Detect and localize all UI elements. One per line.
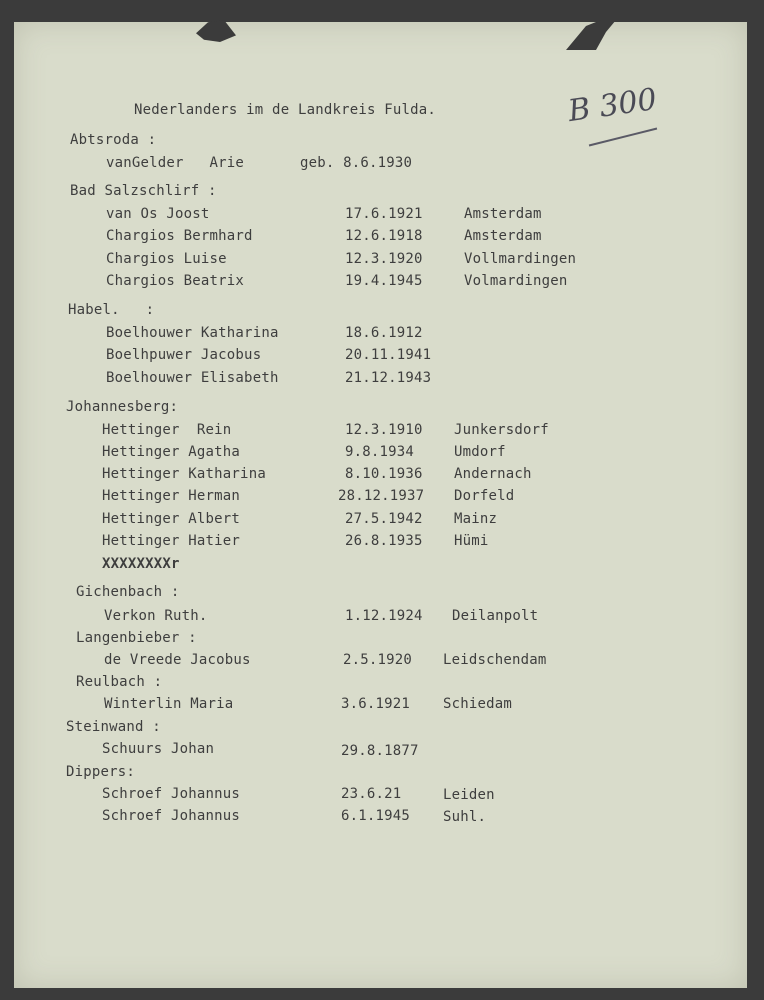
tear-mark-left (196, 20, 236, 42)
place-heading: Bad Salzschlirf : (70, 183, 217, 199)
birth-date: 8.10.1936 (345, 466, 423, 482)
place-heading: Johannesberg: (66, 399, 179, 415)
person-name: de Vreede Jacobus (104, 652, 251, 668)
tear-mark-right (566, 20, 616, 50)
birth-date: 23.6.21 (341, 786, 402, 802)
person-name: Boelhouwer Elisabeth (106, 370, 279, 386)
birth-place: Suhl. (443, 809, 487, 825)
person-name: Schroef Johannus (102, 808, 241, 824)
birth-place: Amsterdam (464, 228, 542, 244)
birth-date: 12.6.1918 (345, 228, 423, 244)
person-name: Chargios Luise (106, 251, 227, 267)
birth-place: Dorfeld (454, 488, 515, 504)
person-name: Schroef Johannus (102, 786, 241, 802)
birth-place: Junkersdorf (454, 422, 549, 438)
birth-date: 12.3.1910 (345, 422, 423, 438)
person-name: Hettinger Albert (102, 511, 241, 527)
birth-date: 12.3.1920 (345, 251, 423, 267)
birth-place: Volmardingen (464, 273, 568, 289)
struck-out-entry: XXXXXXXXr (102, 556, 180, 572)
birth-date: 28.12.1937 (338, 488, 425, 504)
person-name: Chargios Bermhard (106, 228, 253, 244)
birth-place: Amsterdam (464, 206, 542, 222)
birth-date: 19.4.1945 (345, 273, 423, 289)
place-heading: Steinwand : (66, 719, 161, 735)
birth-place: Leidschendam (443, 652, 547, 668)
person-name: Boelhpuwer Jacobus (106, 347, 262, 363)
archive-annotation: B 300 (565, 81, 659, 130)
birth-date: 6.1.1945 (341, 808, 411, 824)
birth-date: 3.6.1921 (341, 696, 411, 712)
person-name: Verkon Ruth. (104, 608, 208, 624)
birth-place: Deilanpolt (452, 608, 539, 624)
place-heading: Abtsroda : (70, 132, 157, 148)
birth-place: Mainz (454, 511, 498, 527)
birth-date: 17.6.1921 (345, 206, 423, 222)
person-name: Schuurs Johan (102, 741, 215, 757)
birth-date: 18.6.1912 (345, 325, 423, 341)
person-name: Hettinger Katharina (102, 466, 266, 482)
birth-place: Hümi (454, 533, 489, 549)
birth-date: 2.5.1920 (343, 652, 413, 668)
birth-place: Schiedam (443, 696, 513, 712)
birth-date: 20.11.1941 (345, 347, 432, 363)
birth-date: geb. 8.6.1930 (300, 155, 413, 171)
birth-date: 21.12.1943 (345, 370, 432, 386)
person-name: Hettinger Hatier (102, 533, 241, 549)
page-title: Nederlanders im de Landkreis Fulda. (134, 102, 437, 118)
birth-date: 1.12.1924 (345, 608, 423, 624)
place-heading: Gichenbach : (76, 584, 180, 600)
person-name: vanGelder Arie (106, 155, 245, 171)
person-name: Chargios Beatrix (106, 273, 245, 289)
person-name: van Os Joost (106, 206, 210, 222)
birth-place: Leiden (443, 787, 495, 803)
birth-place: Andernach (454, 466, 532, 482)
person-name: Hettinger Herman (102, 488, 241, 504)
place-heading: Dippers: (66, 764, 136, 780)
place-heading: Habel. : (68, 302, 155, 318)
person-name: Winterlin Maria (104, 696, 234, 712)
place-heading: Reulbach : (76, 674, 163, 690)
birth-date: 27.5.1942 (345, 511, 423, 527)
person-name: Boelhouwer Katharina (106, 325, 279, 341)
birth-date: 9.8.1934 (345, 444, 415, 460)
birth-date: 29.8.1877 (341, 743, 419, 759)
birth-place: Vollmardingen (464, 251, 577, 267)
person-name: Hettinger Rein (102, 422, 232, 438)
person-name: Hettinger Agatha (102, 444, 241, 460)
place-heading: Langenbieber : (76, 630, 197, 646)
birth-date: 26.8.1935 (345, 533, 423, 549)
birth-place: Umdorf (454, 444, 506, 460)
